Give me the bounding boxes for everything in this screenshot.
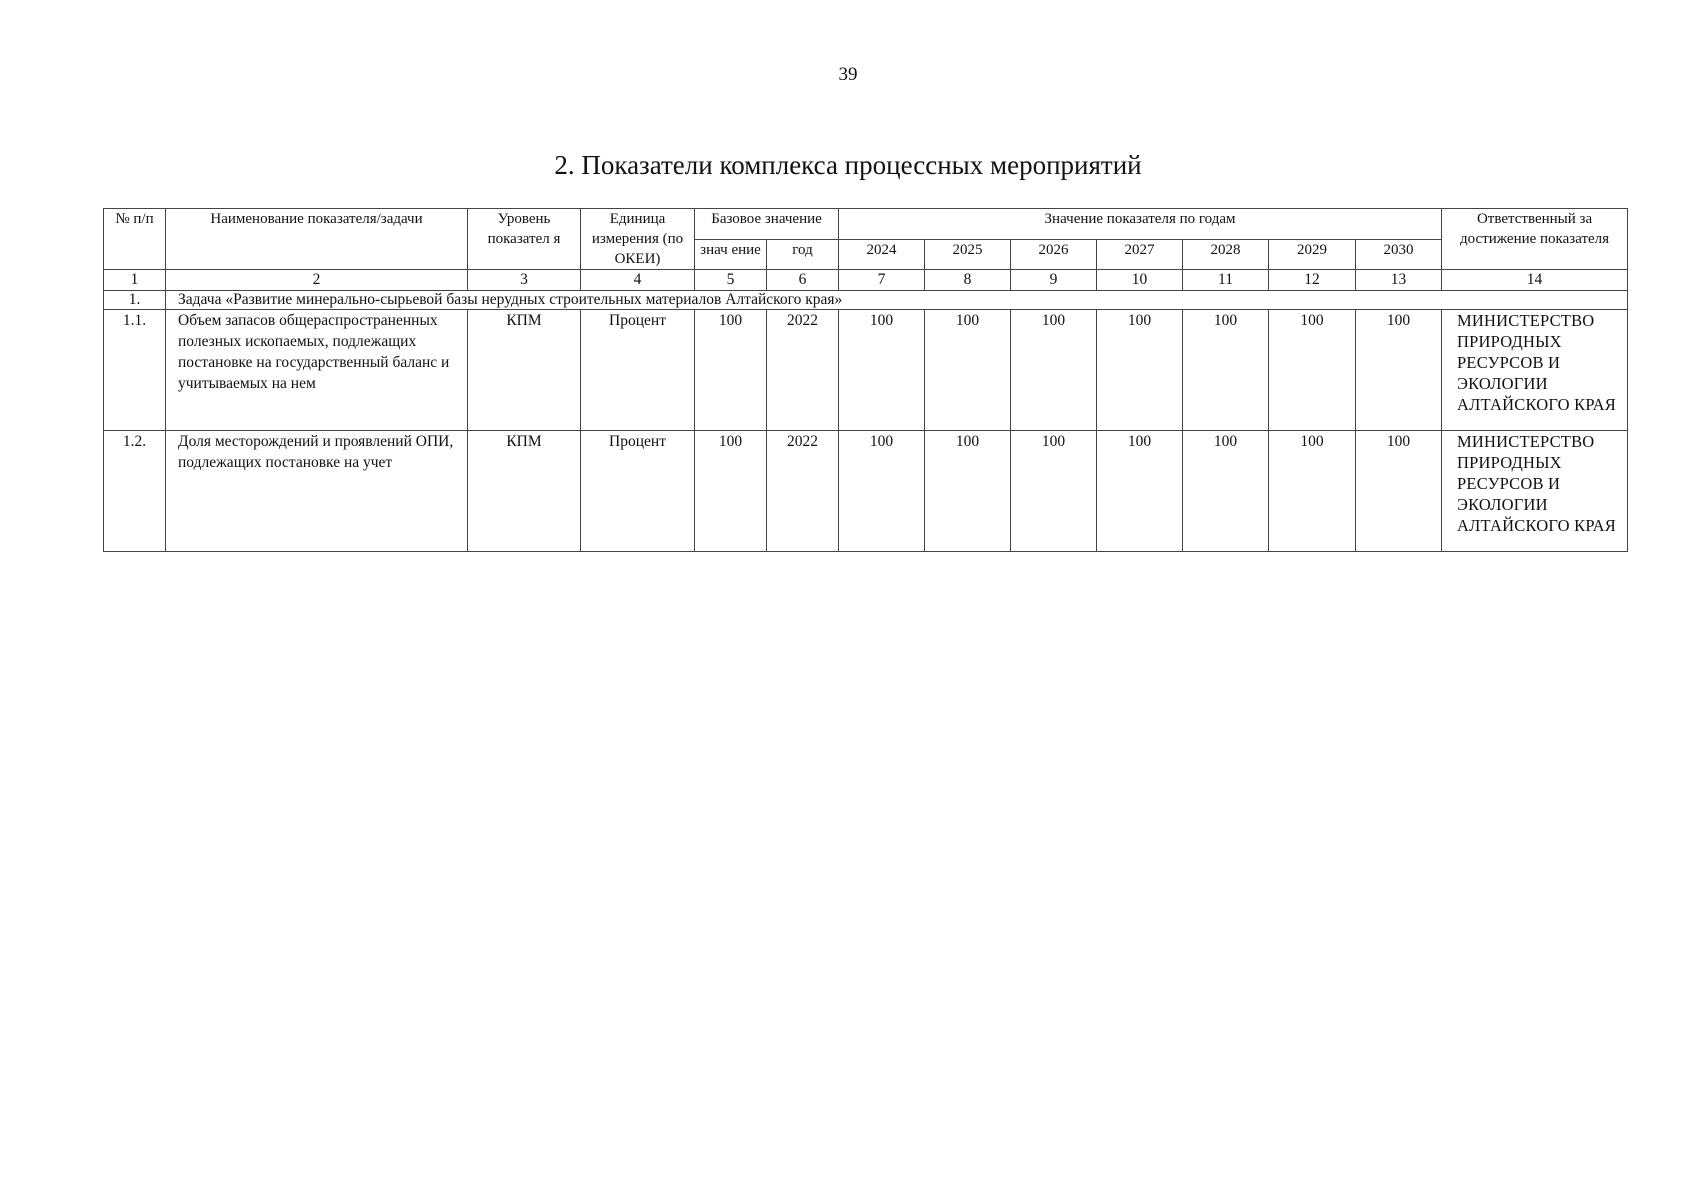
header-level: Уровень показател я: [468, 209, 581, 270]
header-year: 2025: [925, 239, 1011, 270]
task-text: Задача «Развитие минерально-сырьевой базы нерудных строительных материалов Алтайского края»: [166, 291, 1628, 310]
base-value: 100: [695, 431, 767, 552]
year-value: 100: [1269, 431, 1356, 552]
header-year: 2024: [839, 239, 925, 270]
year-value: 100: [1183, 310, 1269, 431]
year-value: 100: [1011, 431, 1097, 552]
row-number: 1.2.: [104, 431, 166, 552]
header-base: Базовое значение: [695, 209, 839, 240]
header-base-value: знач ение: [695, 239, 767, 270]
page-number: 39: [838, 64, 858, 85]
column-number: 1: [104, 270, 166, 291]
column-number: 14: [1442, 270, 1628, 291]
header-responsible: Ответственный за достижение показателя: [1442, 209, 1628, 270]
table-row: [104, 310, 1628, 431]
column-number: 2: [166, 270, 468, 291]
header-year: 2029: [1269, 239, 1356, 270]
header-row-1: [104, 209, 1628, 240]
header-year: 2026: [1011, 239, 1097, 270]
year-value: 100: [1269, 310, 1356, 431]
base-year: 2022: [767, 431, 839, 552]
column-number: 6: [767, 270, 839, 291]
year-value: 100: [1097, 431, 1183, 552]
base-year: 2022: [767, 310, 839, 431]
year-value: 100: [1097, 310, 1183, 431]
column-number: 10: [1097, 270, 1183, 291]
column-number: 4: [581, 270, 695, 291]
column-number: 11: [1183, 270, 1269, 291]
column-number: 12: [1269, 270, 1356, 291]
responsible-agency: МИНИСТЕРСТВО ПРИРОДНЫХ РЕСУРСОВ И ЭКОЛОГИИ АЛТАЙСКОГО КРАЯ: [1442, 310, 1628, 431]
indicator-level: КПМ: [468, 310, 581, 431]
year-value: 100: [925, 431, 1011, 552]
indicator-level: КПМ: [468, 431, 581, 552]
indicator-unit: Процент: [581, 431, 695, 552]
indicator-name: Объем запасов общераспространенных полезных ископаемых, подлежащих постановке на государственный баланс и учитываемых на нем: [166, 310, 468, 431]
year-value: 100: [839, 310, 925, 431]
header-year: 2028: [1183, 239, 1269, 270]
indicator-unit: Процент: [581, 310, 695, 431]
task-row: [104, 291, 1628, 310]
table-row: [104, 431, 1628, 552]
responsible-agency: МИНИСТЕРСТВО ПРИРОДНЫХ РЕСУРСОВ И ЭКОЛОГИИ АЛТАЙСКОГО КРАЯ: [1442, 431, 1628, 552]
year-value: 100: [1356, 431, 1442, 552]
indicators-table: [103, 208, 1628, 552]
year-value: 100: [925, 310, 1011, 431]
page-title: 2. Показатели комплекса процессных мероприятий: [554, 150, 1142, 180]
base-value: 100: [695, 310, 767, 431]
header-year: 2027: [1097, 239, 1183, 270]
column-number: 5: [695, 270, 767, 291]
header-name: Наименование показателя/задачи: [166, 209, 468, 270]
year-value: 100: [839, 431, 925, 552]
year-value: 100: [1356, 310, 1442, 431]
header-values-by-year: Значение показателя по годам: [839, 209, 1442, 240]
column-number-row: [104, 270, 1628, 291]
column-number: 8: [925, 270, 1011, 291]
year-value: 100: [1011, 310, 1097, 431]
column-number: 9: [1011, 270, 1097, 291]
header-unit: Единица измерения (по ОКЕИ): [581, 209, 695, 270]
indicator-name: Доля месторождений и проявлений ОПИ, подлежащих постановке на учет: [166, 431, 468, 552]
header-num: № п/п: [104, 209, 166, 270]
header-base-year: год: [767, 239, 839, 270]
column-number: 13: [1356, 270, 1442, 291]
task-number: 1.: [104, 291, 166, 310]
header-year: 2030: [1356, 239, 1442, 270]
row-number: 1.1.: [104, 310, 166, 431]
column-number: 7: [839, 270, 925, 291]
year-value: 100: [1183, 431, 1269, 552]
column-number: 3: [468, 270, 581, 291]
